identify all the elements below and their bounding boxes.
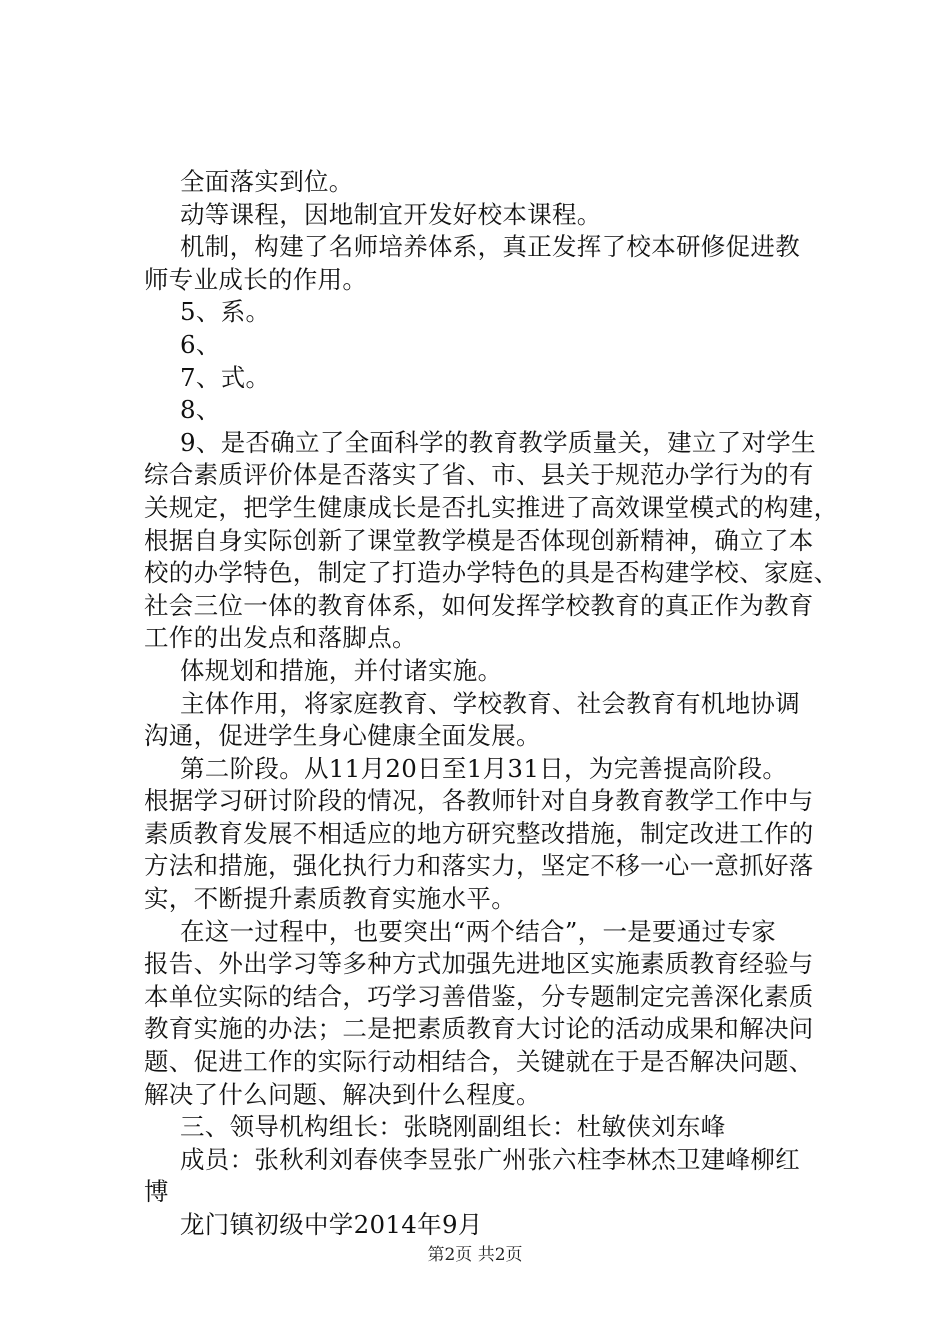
text-line: 第二阶段。从11月20日至1月31日，为完善提高阶段。	[180, 753, 788, 783]
text-line: 根据自身实际创新了课堂教学模是否体现创新精神，确立了本	[144, 525, 814, 555]
text-line: 报告、外出学习等多种方式加强先进地区实施素质教育经验与	[144, 949, 814, 979]
text-line: 博	[144, 1177, 169, 1207]
text-line: 校的办学特色，制定了打造办学特色的具是否构建学校、家庭、	[144, 558, 839, 588]
text-line: 根据学习研讨阶段的情况，各教师针对自身教育教学工作中与	[144, 786, 814, 816]
text-line: 6、	[180, 329, 221, 359]
text-line: 动等课程，因地制宜开发好校本课程。	[180, 199, 602, 229]
text-line: 教育实施的办法；二是把素质教育大讨论的活动成果和解决问	[144, 1014, 814, 1044]
text-line: 三、领导机构组长：张晓刚副组长：杜敏侠刘东峰	[180, 1112, 726, 1142]
text-line: 主体作用，将家庭教育、学校教育、社会教育有机地协调	[180, 688, 800, 718]
text-line: 关规定，把学生健康成长是否扎实推进了高效课堂模式的构建，	[144, 492, 839, 522]
text-line: 龙门镇初级中学2014年9月	[180, 1210, 483, 1239]
text-line: 题、促进工作的实际行动相结合，关键就在于是否解决问题、	[144, 1047, 814, 1077]
text-line: 师专业成长的作用。	[144, 264, 368, 294]
text-line: 综合素质评价体是否落实了省、市、县关于规范办学行为的有	[144, 460, 814, 490]
page-footer: 第2页 共2页	[427, 1245, 523, 1265]
text-line: 体规划和措施，并付诸实施。	[180, 655, 503, 685]
text-line: 本单位实际的结合，巧学习善借鉴，分专题制定完善深化素质	[144, 981, 814, 1011]
text-line: 方法和措施，强化执行力和落实力，坚定不移一心一意抓好落	[144, 851, 814, 881]
text-line: 9、是否确立了全面科学的教育教学质量关，建立了对学生	[180, 427, 816, 457]
text-line: 素质教育发展不相适应的地方研究整改措施，制定改进工作的	[144, 818, 814, 848]
text-line: 8、	[180, 395, 221, 425]
text-line: 实，不断提升素质教育实施水平。	[144, 884, 516, 914]
text-line: 全面落实到位。	[180, 167, 354, 196]
text-line: 7、式。	[180, 362, 271, 392]
text-line: 工作的出发点和落脚点。	[144, 623, 417, 653]
text-line: 社会三位一体的教育体系，如何发挥学校教育的真正作为教育	[144, 590, 814, 620]
document-body	[144, 166, 839, 1242]
text-line: 解决了什么问题、解决到什么程度。	[144, 1079, 541, 1109]
text-line: 5、系。	[180, 297, 271, 327]
text-line: 在这一过程中，也要突出“两个结合”，一是要通过专家	[180, 916, 777, 946]
text-line: 成员：张秋利刘春侠李昱张广州张六柱李林杰卫建峰柳红	[180, 1144, 800, 1174]
text-line: 机制，构建了名师培养体系，真正发挥了校本研修促进教	[180, 232, 800, 262]
text-line: 沟通，促进学生身心健康全面发展。	[144, 721, 541, 751]
